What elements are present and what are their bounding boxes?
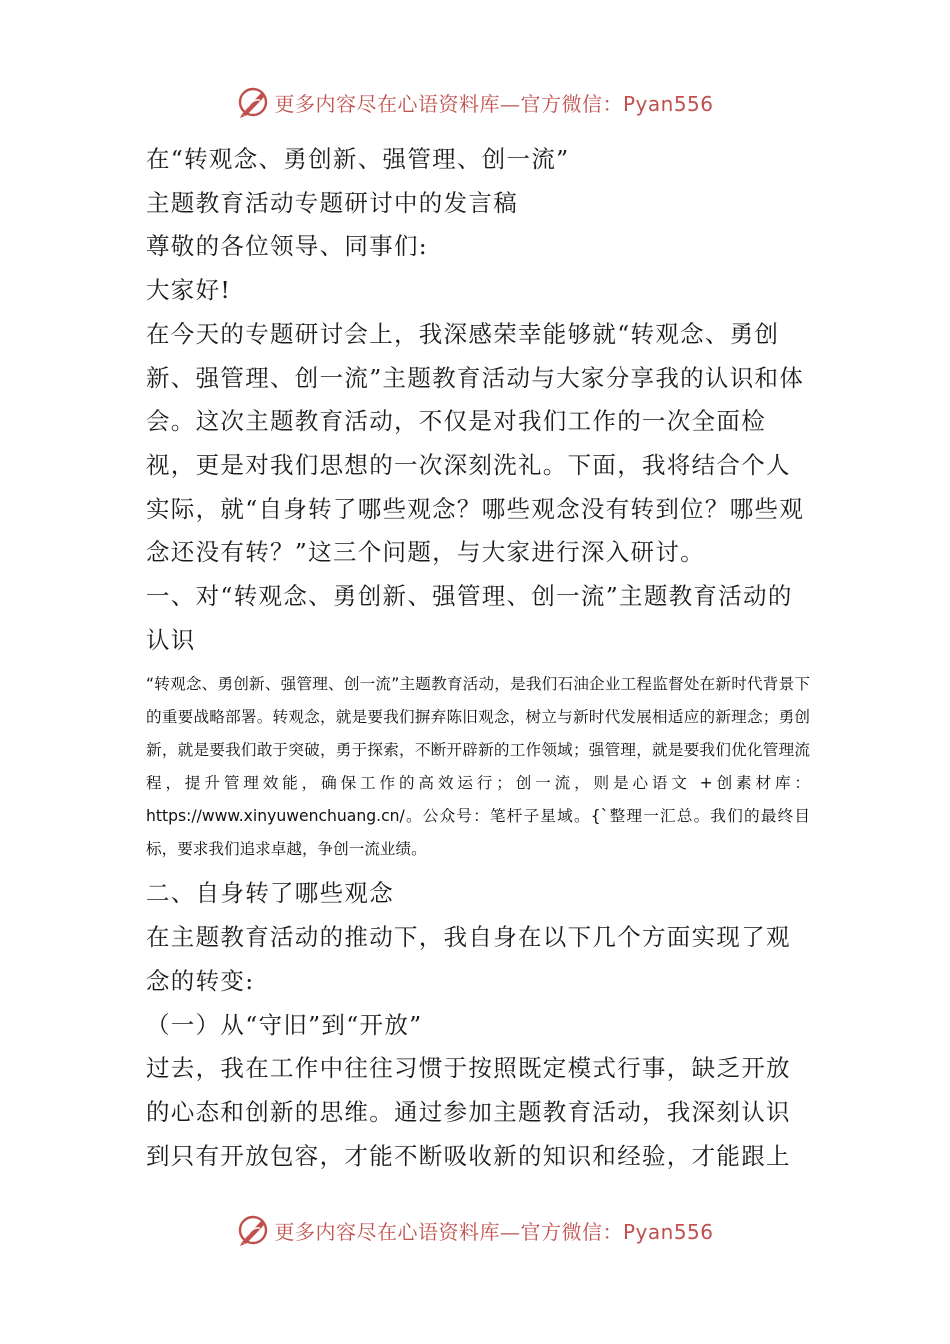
intro-paragraph: 在今天的专题研讨会上，我深感荣幸能够就“转观念、勇创新、强管理、创一流”主题教育活动与大家分享我的认识和体会。这次主题教育活动，不仅是对我们工作的一次全面检视，更是对我们思想的一次深刻洗礼。下面，我将结合个人实际，就“自身转了哪些观念？哪些观念没有转到位？哪些观念还没有转？”这三个问题，与大家进行深入研讨。 — [146, 319, 805, 567]
section-2-heading: 二、自身转了哪些观念 — [146, 879, 394, 908]
section-1-heading: 一、对“转观念、勇创新、强管理、创一流”主题教育活动的认识 — [146, 582, 793, 654]
section-1-body: “转观念、勇创新、强管理、创一流”主题教育活动，是我们石油企业工程监督处在新时代背景下的重要战略部署。转观念，就是要我们摒弃陈旧观念，树立与新时代发展相适应的新理念；勇创新，就是要我们敢于突破，勇于探索，不断开辟新的工作领域；强管理，就是要我们优化管理流程，提升管理效能，确保工作的高效运行；创一流，则是心语文 +创素材库：https://www.xinyuwenchuang.cn/。公众号：笔杆子星域。{`整理一汇总。我们的最终目标，要求我们追求卓越，争创一流业绩。 — [146, 675, 810, 859]
wechat-id: Pyan556 — [622, 91, 714, 116]
greeting: 大家好! — [146, 276, 232, 305]
salutation: 尊敬的各位领导、同事们: — [146, 232, 429, 261]
subsection-1-body: 过去，我在工作中往往习惯于按照既定模式行事，缺乏开放的心态和创新的思维。通过参加主题教育活动，我深刻认识到只有开放包容，才能不断吸收新的知识和经验，才能跟上 — [146, 1054, 791, 1170]
pen-logo-icon — [236, 1213, 270, 1247]
wechat-id: Pyan556 — [622, 1219, 714, 1244]
banner-text: 更多内容尽在心语资料库—官方微信：Pyan556 — [274, 1219, 714, 1244]
title-line-1: 在“转观念、勇创新、强管理、创一流” — [146, 145, 570, 173]
section-2-intro: 在主题教育活动的推动下，我自身在以下几个方面实现了观念的转变: — [146, 923, 791, 995]
subsection-1-heading: （一）从“守旧”到“开放” — [146, 1010, 423, 1039]
footer-banner — [0, 1208, 950, 1252]
banner-text: 更多内容尽在心语资料库—官方微信：Pyan556 — [274, 91, 714, 116]
document-body — [146, 138, 810, 1178]
pen-logo-icon — [236, 85, 270, 119]
title-line-2: 主题教育活动专题研讨中的发言稿 — [146, 188, 518, 217]
header-banner — [0, 80, 950, 124]
